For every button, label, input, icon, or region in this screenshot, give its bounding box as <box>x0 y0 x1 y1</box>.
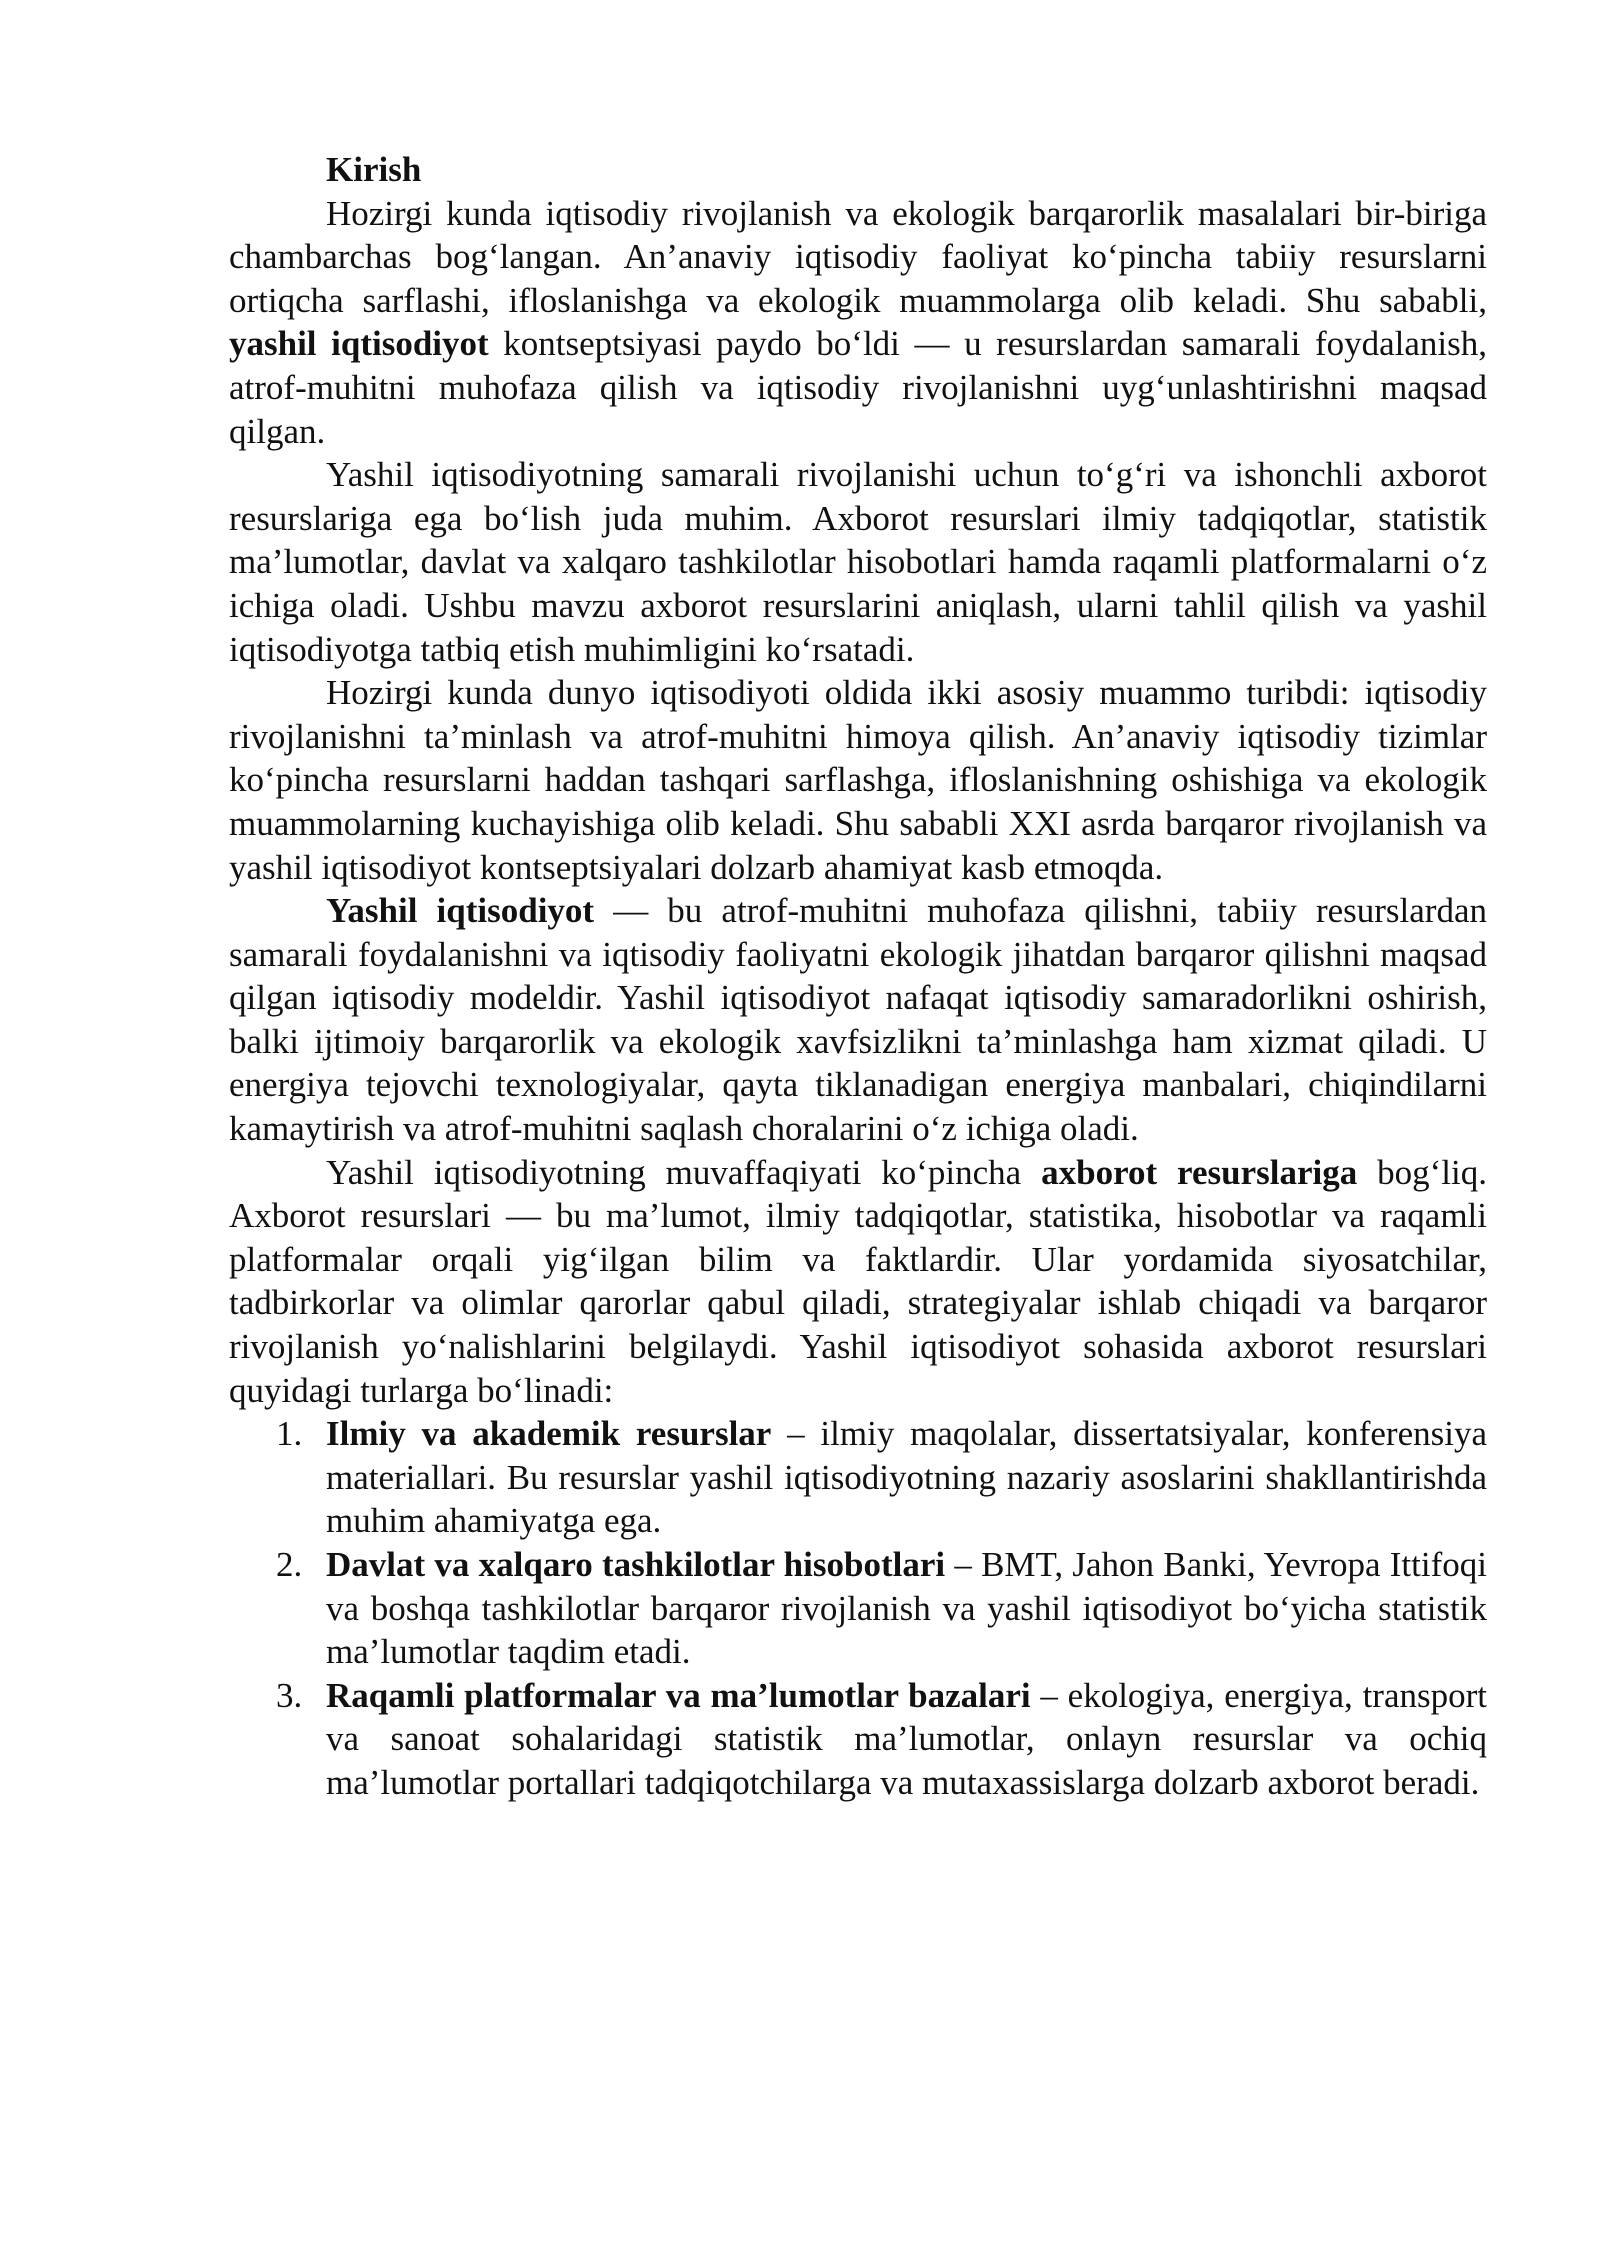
list-item-number: 2. <box>276 1545 303 1584</box>
list-item-title: Raqamli platformalar va ma’lumotlar bazalari <box>326 1675 1031 1715</box>
list-item-title: Davlat va xalqaro tashkilotlar hisobotlari <box>326 1545 946 1584</box>
bold-term: Yashil iqtisodiyot <box>326 891 595 931</box>
list-item-text: – ekologiya, energiya, transport va sanoat sohalaridagi statistik ma’lumotlar, onlayn resurslar va ochiq ma’lumotlar portallari tadqiqotchilarga va mutaxassislarga dolzarb axborot beradi. <box>326 1675 1487 1802</box>
list-item-text: – ilmiy maqolalar, dissertatsiyalar, konferensiya materiallari. Bu resurslar yashil iqtisodiyotning nazariy asoslarini shakllantirishda muhim ahamiyatga ega. <box>326 1414 1487 1541</box>
paragraph-text: Yashil iqtisodiyotning muvaffaqiyati ko‘pincha <box>326 1152 1042 1192</box>
list-item-title: Ilmiy va akademik resurslar <box>326 1414 772 1454</box>
document-page <box>229 148 1487 1805</box>
paragraph-information-resources: Yashil iqtisodiyotning samarali rivojlanishi uchun to‘g‘ri va ishonchli axborot resurslariga ega bo‘lish juda muhim. Axborot resurslari ilmiy tadqiqotlar, statistik ma’lumotlar, davlat va xalqaro tashkilotlar hisobotlari hamda raqamli platformalarni o‘z ichiga oladi. Ushbu mavzu axborot resurslarini aniqlash, ularni tahlil qilish va yashil iqtisodiyotga tatbiq etish muhimligini ko‘rsatadi. <box>229 455 1487 669</box>
list-item-text: – BMT, Jahon Banki, Yevropa Ittifoqi va boshqa tashkilotlar barqaror rivojlanish va yashil iqtisodiyot bo‘yicha statistik ma’lumotlar taqdim etadi. <box>326 1545 1487 1672</box>
list-item <box>229 1543 1487 1674</box>
paragraph-resource-types <box>229 1151 1487 1413</box>
bold-term: yashil iqtisodiyot <box>229 324 489 364</box>
resource-types-list <box>229 1412 1487 1804</box>
paragraph-green-economy-definition <box>229 889 1487 1151</box>
paragraph-text: bog‘liq. Axborot resurslari — bu ma’lumot, ilmiy tadqiqotlar, statistika, hisobotlar va raqamli platformalar orqali yig‘ilgan bilim va faktlardir. Ular yordamida siyosatchilar, tadbirkorlar va olimlar qarorlar qabul qiladi, strategiyalar ishlab chiqadi va barqaror rivojlanish yo‘nalishlarini belgilaydi. Yashil iqtisodiyot sohasida axborot resurslari quyidagi turlarga bo‘linadi: <box>229 1152 1488 1410</box>
list-item-number: 1. <box>276 1414 303 1454</box>
paragraph-world-economy: Hozirgi kunda dunyo iqtisodiyoti oldida ikki asosiy muammo turibdi: iqtisodiy rivojlanishni ta’minlash va atrof-muhitni himoya qilish. An’anaviy iqtisodiy tizimlar ko‘pincha resurslarni haddan tashqari sarflashga, ifloslanishning oshishiga va ekologik muammolarning kuchayishiga olib keladi. Shu sababli XXI asrda barqaror rivojlanish va yashil iqtisodiyot kontseptsiyalari dolzarb ahamiyat kasb etmoqda. <box>229 673 1487 887</box>
section-heading: Kirish <box>326 150 422 189</box>
paragraph-intro <box>229 192 1487 454</box>
paragraph-text: — bu atrof-muhitni muhofaza qilishni, tabiiy resurslardan samarali foydalanishni va iqtisodiy faoliyatni ekologik jihatdan barqaror qilishni maqsad qilgan iqtisodiy modeldir. Yashil iqtisodiyot nafaqat iqtisodiy samaradorlikni oshirish, balki ijtimoiy barqarorlik va ekologik xavfsizlikni ta’minlashga ham xizmat qiladi. U energiya tejovchi texnologiyalar, qayta tiklanadigan energiya manbalari, chiqindilarni kamaytirish va atrof-muhitni saqlash choralarini o‘z ichiga oladi. <box>229 891 1487 1149</box>
list-item-number: 3. <box>276 1675 303 1715</box>
paragraph-text: kontseptsiyasi paydo bo‘ldi — u resurslardan samarali foydalanish, atrof-muhitni muhofaza qilish va iqtisodiy rivojlanishni uyg‘unlashtirishni maqsad qilgan. <box>229 324 1487 451</box>
bold-term: axborot resurslariga <box>1041 1152 1358 1192</box>
list-item <box>229 1412 1487 1543</box>
list-item <box>229 1674 1487 1805</box>
paragraph-text: Hozirgi kunda iqtisodiy rivojlanish va ekologik barqarorlik masalalari bir-biriga chambarchas bog‘langan. An’anaviy iqtisodiy faoliyat ko‘pincha tabiiy resurslarni ortiqcha sarflashi, ifloslanishga va ekologik muammolarga olib keladi. Shu sababli, <box>229 193 1487 320</box>
